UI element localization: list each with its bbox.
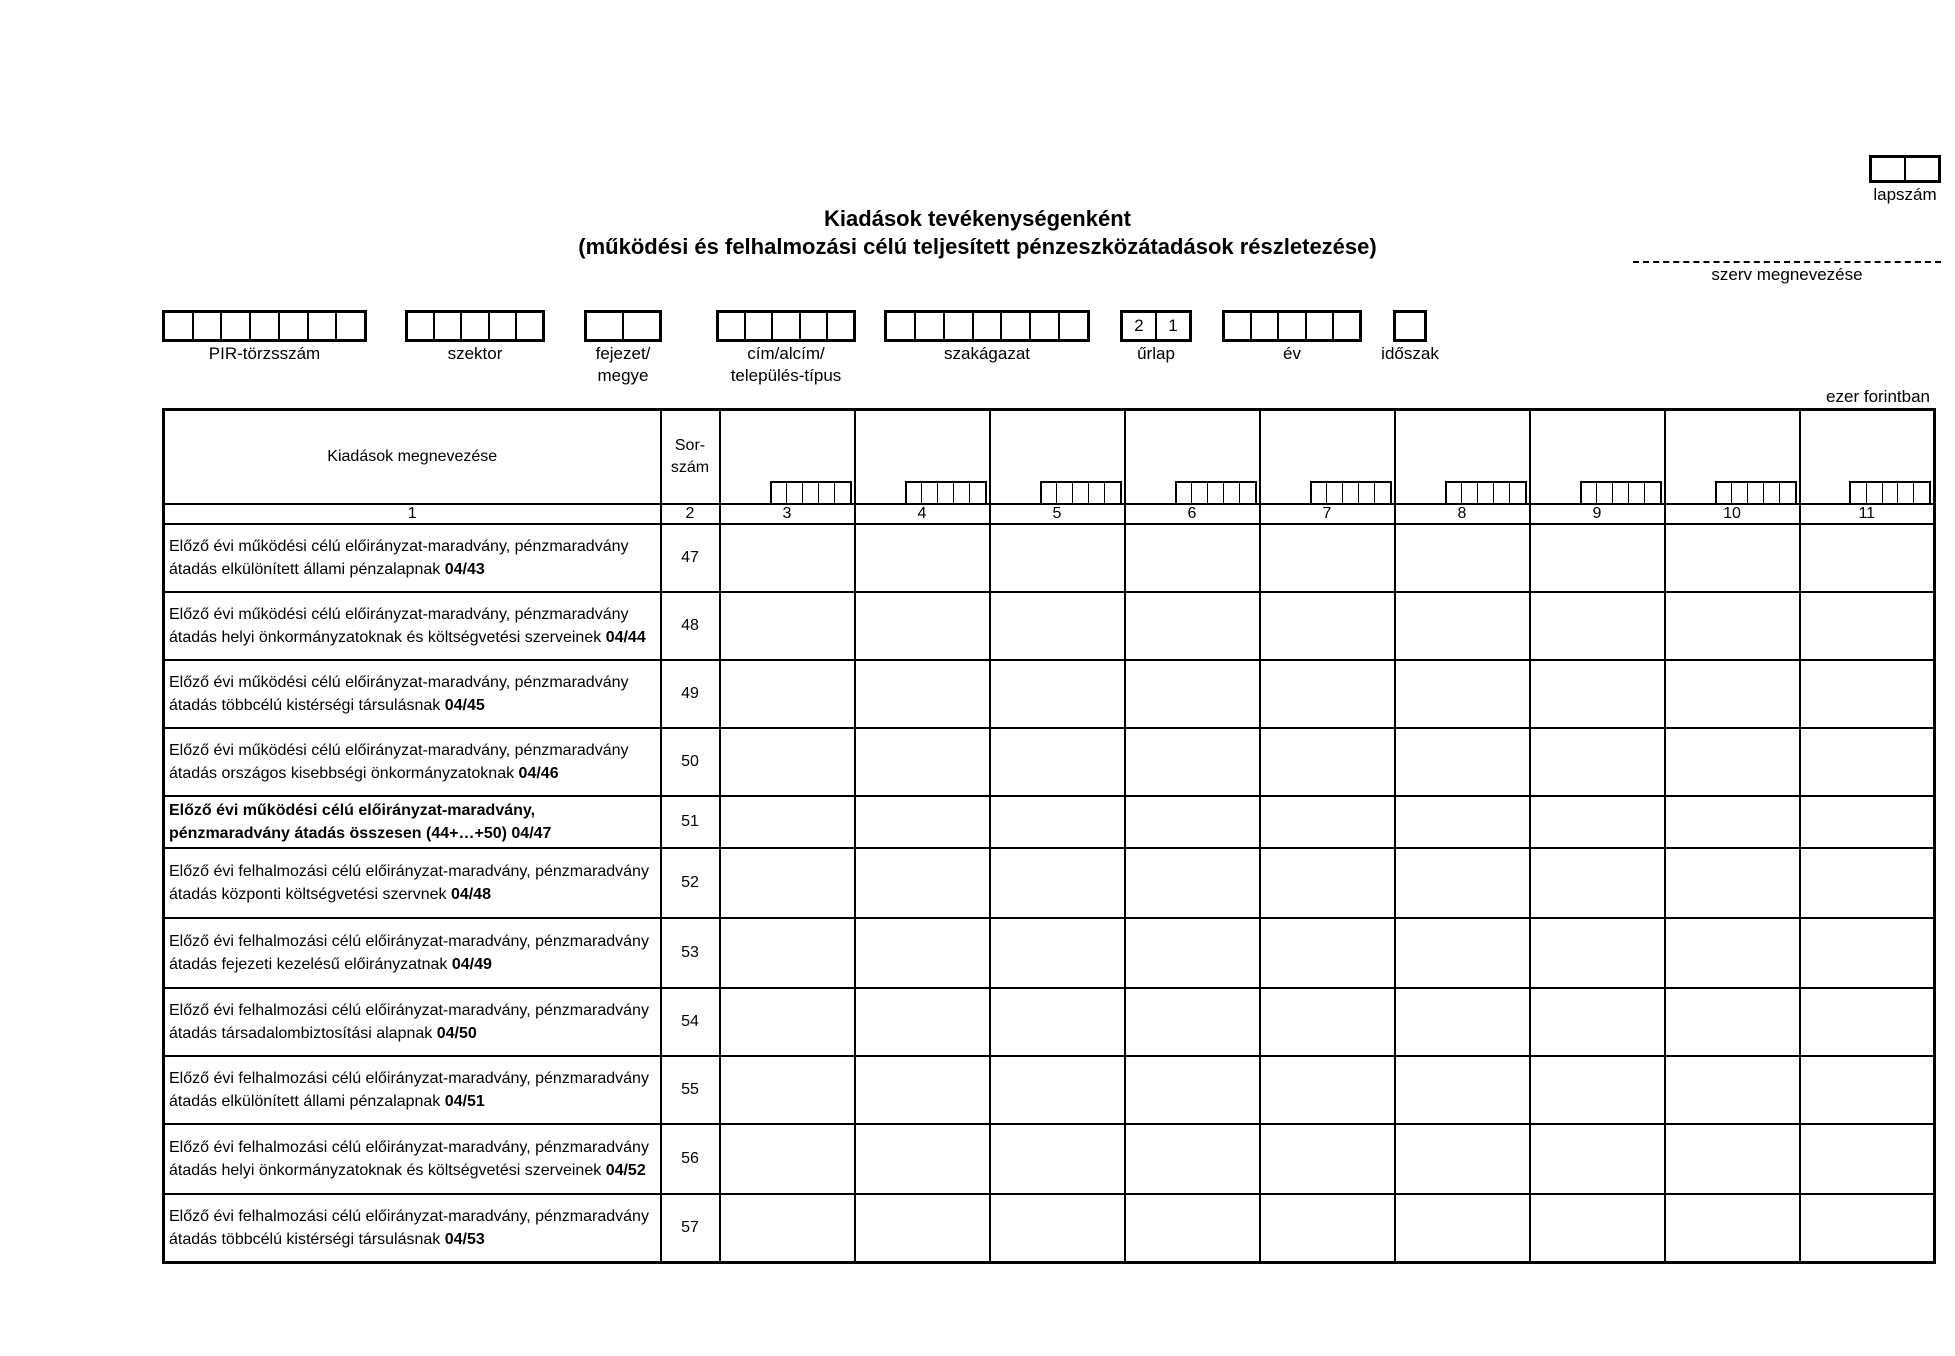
value-cell[interactable] xyxy=(1800,848,1935,918)
code-field-label: PIR-törzsszám xyxy=(208,344,321,363)
value-cell[interactable] xyxy=(1800,728,1935,796)
value-cell[interactable] xyxy=(990,918,1125,988)
code-digit-cell[interactable] xyxy=(1000,313,1029,339)
column-code-cell[interactable] xyxy=(1088,483,1104,503)
code-digit-cell[interactable] xyxy=(744,313,771,339)
row-code: 04/47 xyxy=(511,825,552,842)
code-field-boxes[interactable] xyxy=(405,310,545,342)
code-digit-cell[interactable]: 1 xyxy=(1155,313,1189,339)
value-cell[interactable] xyxy=(1665,918,1800,988)
table-row xyxy=(164,796,1935,848)
column-code-cell[interactable] xyxy=(834,483,850,503)
value-cell[interactable] xyxy=(720,918,855,988)
value-cell[interactable] xyxy=(1260,848,1395,918)
row-sorszam: 55 xyxy=(661,1056,720,1124)
unit-note: ezer forintban xyxy=(1826,387,1930,406)
column-code-cell[interactable] xyxy=(1913,483,1929,503)
row-sorszam: 51 xyxy=(661,796,720,848)
column-code-cell[interactable] xyxy=(1509,483,1525,503)
column-code-cell[interactable] xyxy=(1882,483,1898,503)
value-cell[interactable] xyxy=(1260,592,1395,660)
table-row xyxy=(164,988,1935,1056)
code-field-boxes[interactable] xyxy=(1120,310,1192,342)
value-cell[interactable] xyxy=(990,988,1125,1056)
value-cell[interactable] xyxy=(855,1056,990,1124)
column-code-boxes[interactable] xyxy=(905,481,987,503)
data-column-header xyxy=(720,410,855,505)
column-number: 8 xyxy=(1395,504,1530,524)
row-sorszam: 57 xyxy=(661,1194,720,1262)
column-code-boxes[interactable] xyxy=(770,481,852,503)
column-code-cell[interactable] xyxy=(1747,483,1763,503)
value-cell[interactable] xyxy=(1665,524,1800,592)
row-code: 04/44 xyxy=(605,629,646,646)
value-cell[interactable] xyxy=(1125,1194,1260,1262)
column-code-cell[interactable] xyxy=(907,483,922,503)
value-cell[interactable] xyxy=(990,592,1125,660)
code-digit-cell[interactable] xyxy=(1058,313,1087,339)
value-cell[interactable] xyxy=(1665,728,1800,796)
value-cell[interactable] xyxy=(1260,796,1395,848)
column-number: 11 xyxy=(1800,504,1935,524)
value-cell[interactable] xyxy=(855,918,990,988)
value-cell[interactable] xyxy=(1260,728,1395,796)
column-code-cell[interactable] xyxy=(1207,483,1223,503)
code-digit-cell[interactable] xyxy=(587,313,622,339)
code-field-boxes[interactable] xyxy=(162,310,367,342)
column-code-cell[interactable] xyxy=(1447,483,1462,503)
code-digit-cell[interactable] xyxy=(1029,313,1058,339)
value-cell[interactable] xyxy=(1800,1194,1935,1262)
value-cell[interactable] xyxy=(990,1124,1125,1194)
column-code-boxes[interactable] xyxy=(1175,481,1257,503)
row-code: 04/49 xyxy=(451,956,492,973)
value-cell[interactable] xyxy=(990,728,1125,796)
row-code: 04/48 xyxy=(450,886,491,903)
table-row xyxy=(164,728,1935,796)
column-code-boxes[interactable] xyxy=(1445,481,1527,503)
value-cell[interactable] xyxy=(1665,592,1800,660)
lapszam-cell[interactable] xyxy=(1872,158,1904,180)
value-cell[interactable] xyxy=(1125,1124,1260,1194)
column-code-cell[interactable] xyxy=(1612,483,1628,503)
column-code-cell[interactable] xyxy=(786,483,802,503)
row-sorszam: 50 xyxy=(661,728,720,796)
value-cell[interactable] xyxy=(1125,848,1260,918)
row-sorszam: 52 xyxy=(661,848,720,918)
value-cell[interactable] xyxy=(1395,1124,1530,1194)
code-field-label: év xyxy=(1283,344,1301,363)
code-field-label: szektor xyxy=(447,344,503,363)
value-cell[interactable] xyxy=(1800,988,1935,1056)
row-description-text: Előző évi felhalmozási célú előirányzat-maradvány, pénzmaradvány átadás helyi önkormányzatoknak és költségvetési szerveinek xyxy=(169,1139,649,1179)
value-cell[interactable] xyxy=(1665,796,1800,848)
column-code-boxes[interactable] xyxy=(1849,481,1931,503)
value-cell[interactable] xyxy=(990,848,1125,918)
value-cell[interactable] xyxy=(720,848,855,918)
value-cell[interactable] xyxy=(1125,796,1260,848)
table-row xyxy=(164,918,1935,988)
column-code-cell[interactable] xyxy=(1779,483,1795,503)
data-column-header xyxy=(1260,410,1395,505)
value-cell[interactable] xyxy=(1530,728,1665,796)
value-cell[interactable] xyxy=(1530,988,1665,1056)
code-digit-cell[interactable] xyxy=(914,313,943,339)
value-cell[interactable] xyxy=(1260,1194,1395,1262)
lapszam-label: lapszám xyxy=(1873,185,1937,204)
value-cell[interactable] xyxy=(855,988,990,1056)
value-cell[interactable] xyxy=(1260,988,1395,1056)
column-code-cell[interactable] xyxy=(1056,483,1072,503)
column-number: 4 xyxy=(855,504,990,524)
sorszam-column-header: Sor- szám xyxy=(661,410,720,505)
row-description xyxy=(164,848,661,918)
value-cell[interactable] xyxy=(990,1056,1125,1124)
code-field-label: űrlap xyxy=(1137,344,1175,363)
row-description-text: Előző évi felhalmozási célú előirányzat-maradvány, pénzmaradvány átadás központi költségvetési szervnek xyxy=(169,863,649,903)
value-cell[interactable] xyxy=(1800,918,1935,988)
value-cell[interactable] xyxy=(1665,1056,1800,1124)
table-row xyxy=(164,592,1935,660)
row-code: 04/43 xyxy=(444,561,485,578)
column-code-cell[interactable] xyxy=(1374,483,1390,503)
column-number: 10 xyxy=(1665,504,1800,524)
value-cell[interactable] xyxy=(1260,660,1395,728)
row-description xyxy=(164,1056,661,1124)
code-field-boxes[interactable] xyxy=(884,310,1090,342)
value-cell[interactable] xyxy=(720,592,855,660)
code-digit-cell[interactable]: 2 xyxy=(1134,316,1144,335)
code-digit-cell[interactable] xyxy=(1277,313,1304,339)
column-code-cell[interactable] xyxy=(1177,483,1192,503)
data-column-header xyxy=(1395,410,1530,505)
table-row xyxy=(164,1194,1935,1262)
value-cell[interactable] xyxy=(855,660,990,728)
value-cell[interactable] xyxy=(1260,1056,1395,1124)
value-cell[interactable] xyxy=(990,524,1125,592)
table-row xyxy=(164,1124,1935,1194)
lapszam-cell[interactable] xyxy=(1904,158,1938,180)
value-cell[interactable] xyxy=(855,524,990,592)
column-number: 2 xyxy=(661,504,720,524)
value-cell[interactable] xyxy=(720,524,855,592)
column-code-cell[interactable] xyxy=(772,483,787,503)
code-digit-cell[interactable] xyxy=(278,313,307,339)
name-column-header: Kiadások megnevezése xyxy=(164,410,661,505)
column-code-cell[interactable] xyxy=(1358,483,1374,503)
value-cell[interactable] xyxy=(1800,592,1935,660)
value-cell[interactable] xyxy=(990,1194,1125,1262)
value-cell[interactable] xyxy=(1395,592,1530,660)
data-column-header xyxy=(1800,410,1935,505)
value-cell[interactable] xyxy=(1530,1124,1665,1194)
code-field-label: szakágazat xyxy=(944,344,1030,363)
column-number: 3 xyxy=(720,504,855,524)
row-code: 04/53 xyxy=(444,1230,485,1248)
row-description-text: Előző évi működési célú előirányzat-maradvány, pénzmaradvány átadás országos kisebbségi önkormányzatoknak xyxy=(169,742,629,782)
value-cell[interactable] xyxy=(855,1194,990,1262)
column-code-cell[interactable] xyxy=(1897,483,1913,503)
value-cell[interactable] xyxy=(1395,1194,1530,1262)
column-code-cell[interactable] xyxy=(1596,483,1612,503)
value-cell[interactable] xyxy=(1530,796,1665,848)
code-digit-cell[interactable] xyxy=(943,313,972,339)
page-subtitle: (működési és felhalmozási célú teljesített pénzeszközátadások részletezése) xyxy=(578,234,1377,259)
row-description-text: Előző évi felhalmozási célú előirányzat-maradvány, pénzmaradvány átadás elkülönített állami pénzalapnak xyxy=(169,1070,649,1110)
code-digit-cell[interactable] xyxy=(771,313,798,339)
row-description-text: Előző évi felhalmozási célú előirányzat-maradvány, pénzmaradvány átadás többcélú kistérségi társulásnak xyxy=(169,1207,649,1248)
row-description-text: Előző évi működési célú előirányzat-maradvány, pénzmaradvány átadás többcélú kistérségi társulásnak xyxy=(169,674,629,714)
value-cell[interactable] xyxy=(1530,1194,1665,1262)
code-digit-cell[interactable] xyxy=(799,313,826,339)
value-cell[interactable] xyxy=(855,1124,990,1194)
value-cell[interactable] xyxy=(720,1056,855,1124)
code-digit-cell[interactable] xyxy=(887,313,914,339)
value-cell[interactable] xyxy=(990,660,1125,728)
szerv-label: szerv megnevezése xyxy=(1711,265,1863,284)
column-code-cell[interactable] xyxy=(1644,483,1660,503)
table-row xyxy=(164,660,1935,728)
value-cell[interactable] xyxy=(1125,918,1260,988)
column-code-cell[interactable] xyxy=(818,483,834,503)
row-sorszam: 54 xyxy=(661,988,720,1056)
row-description xyxy=(164,592,661,660)
column-code-cell[interactable] xyxy=(1042,483,1057,503)
code-digit-cell[interactable] xyxy=(972,313,1001,339)
code-digit-cell[interactable] xyxy=(488,313,515,339)
value-cell[interactable] xyxy=(1125,592,1260,660)
column-code-cell[interactable] xyxy=(1326,483,1342,503)
value-cell[interactable] xyxy=(1125,728,1260,796)
value-cell[interactable] xyxy=(720,1124,855,1194)
value-cell[interactable] xyxy=(1395,848,1530,918)
table-row xyxy=(164,524,1935,592)
value-cell[interactable] xyxy=(1530,1056,1665,1124)
column-code-cell[interactable] xyxy=(1477,483,1493,503)
column-code-boxes[interactable] xyxy=(1580,481,1662,503)
code-digit-cell[interactable] xyxy=(826,313,853,339)
value-cell[interactable] xyxy=(1395,728,1530,796)
row-sorszam: 56 xyxy=(661,1124,720,1194)
column-code-cell[interactable] xyxy=(969,483,985,503)
code-field-label: időszak xyxy=(1381,344,1439,363)
code-field-boxes[interactable] xyxy=(1393,310,1427,342)
value-cell[interactable] xyxy=(1260,1124,1395,1194)
value-cell[interactable] xyxy=(1800,1124,1935,1194)
value-cell[interactable] xyxy=(1530,524,1665,592)
value-cell[interactable] xyxy=(855,796,990,848)
column-number-row xyxy=(164,504,1935,524)
data-column-header xyxy=(855,410,990,505)
value-cell[interactable] xyxy=(1800,660,1935,728)
row-description-text: Előző évi működési célú előirányzat-maradvány, pénzmaradvány átadás összesen (44+…+50) xyxy=(169,802,536,842)
column-code-cell[interactable] xyxy=(1312,483,1327,503)
row-description xyxy=(164,988,661,1056)
code-digit-cell[interactable] xyxy=(307,313,336,339)
column-code-cell[interactable] xyxy=(1628,483,1644,503)
value-cell[interactable] xyxy=(1530,918,1665,988)
column-code-cell[interactable] xyxy=(1072,483,1088,503)
table-row xyxy=(164,848,1935,918)
data-column-header xyxy=(1665,410,1800,505)
column-code-boxes[interactable] xyxy=(1310,481,1392,503)
row-description-text: Előző évi működési célú előirányzat-maradvány, pénzmaradvány átadás helyi önkormányzatoknak és költségvetési szerveinek xyxy=(169,606,629,646)
row-description xyxy=(164,1194,661,1262)
value-cell[interactable] xyxy=(855,728,990,796)
value-cell[interactable] xyxy=(1395,796,1530,848)
data-column-header xyxy=(1125,410,1260,505)
column-number: 7 xyxy=(1260,504,1395,524)
code-digit-cell[interactable] xyxy=(220,313,249,339)
code-digit-cell[interactable] xyxy=(433,313,460,339)
column-code-cell[interactable] xyxy=(802,483,818,503)
value-cell[interactable] xyxy=(1395,524,1530,592)
column-code-cell[interactable] xyxy=(937,483,953,503)
value-cell[interactable] xyxy=(1665,1194,1800,1262)
value-cell[interactable] xyxy=(1530,592,1665,660)
row-sorszam: 48 xyxy=(661,592,720,660)
value-cell[interactable] xyxy=(1125,1056,1260,1124)
row-sorszam: 49 xyxy=(661,660,720,728)
code-digit-cell[interactable] xyxy=(192,313,221,339)
column-code-boxes[interactable] xyxy=(1715,481,1797,503)
code-field-boxes[interactable] xyxy=(1222,310,1362,342)
column-number: 5 xyxy=(990,504,1125,524)
data-column-header xyxy=(1530,410,1665,505)
row-code: 04/46 xyxy=(518,765,559,782)
table-header-row xyxy=(164,410,1935,505)
table-row xyxy=(164,1056,1935,1124)
code-digit-cell[interactable] xyxy=(460,313,487,339)
row-sorszam: 53 xyxy=(661,918,720,988)
value-cell[interactable] xyxy=(1800,796,1935,848)
code-digit-cell[interactable] xyxy=(1225,313,1250,339)
column-code-cell[interactable] xyxy=(1239,483,1255,503)
row-code: 04/50 xyxy=(436,1025,477,1042)
column-code-cell[interactable] xyxy=(1763,483,1779,503)
column-code-cell[interactable] xyxy=(1223,483,1239,503)
column-code-cell[interactable] xyxy=(1866,483,1882,503)
code-digit-cell[interactable] xyxy=(249,313,278,339)
value-cell[interactable] xyxy=(1530,848,1665,918)
code-digit-cell[interactable] xyxy=(622,313,659,339)
row-description xyxy=(164,728,661,796)
value-cell[interactable] xyxy=(1125,988,1260,1056)
row-description-text: Előző évi felhalmozási célú előirányzat-maradvány, pénzmaradvány átadás fejezeti kezelésű előirányzatnak xyxy=(169,933,649,973)
row-description xyxy=(164,660,661,728)
value-cell[interactable] xyxy=(720,1194,855,1262)
value-cell[interactable] xyxy=(1395,988,1530,1056)
value-cell[interactable] xyxy=(1125,660,1260,728)
value-cell[interactable] xyxy=(720,796,855,848)
column-code-cell[interactable] xyxy=(1582,483,1597,503)
value-cell[interactable] xyxy=(1665,988,1800,1056)
code-digit-cell[interactable] xyxy=(719,313,744,339)
row-code: 04/51 xyxy=(444,1093,485,1110)
value-cell[interactable] xyxy=(720,660,855,728)
row-sorszam: 47 xyxy=(661,524,720,592)
szerv-line[interactable] xyxy=(1633,261,1941,263)
column-code-cell[interactable] xyxy=(1717,483,1732,503)
column-number: 1 xyxy=(164,504,661,524)
page-title: Kiadások tevékenységenként xyxy=(824,206,1131,231)
value-cell[interactable] xyxy=(1395,918,1530,988)
code-field-boxes[interactable] xyxy=(584,310,662,342)
value-cell[interactable] xyxy=(1665,660,1800,728)
column-code-cell[interactable] xyxy=(1191,483,1207,503)
column-number: 9 xyxy=(1530,504,1665,524)
value-cell[interactable] xyxy=(1800,1056,1935,1124)
value-cell[interactable] xyxy=(1665,848,1800,918)
row-code: 04/52 xyxy=(605,1162,646,1179)
row-description-text: Előző évi működési célú előirányzat-maradvány, pénzmaradvány átadás elkülönített állami pénzalapnak xyxy=(169,538,629,578)
column-number: 6 xyxy=(1125,504,1260,524)
value-cell[interactable] xyxy=(1395,660,1530,728)
column-code-cell[interactable] xyxy=(1342,483,1358,503)
value-cell[interactable] xyxy=(1665,1124,1800,1194)
data-column-header xyxy=(990,410,1125,505)
lapszam-box[interactable] xyxy=(1869,155,1941,183)
code-digit-cell[interactable] xyxy=(335,313,364,339)
code-digit-cell[interactable] xyxy=(1250,313,1277,339)
code-field-label: fejezet/ megye xyxy=(595,344,651,385)
code-digit-cell[interactable] xyxy=(515,313,542,339)
code-digit-cell[interactable] xyxy=(1396,313,1424,339)
value-cell[interactable] xyxy=(990,796,1125,848)
value-cell[interactable] xyxy=(720,988,855,1056)
row-description xyxy=(164,1124,661,1194)
column-code-cell[interactable] xyxy=(1851,483,1866,503)
value-cell[interactable] xyxy=(1260,524,1395,592)
value-cell[interactable] xyxy=(1395,1056,1530,1124)
code-digit-cell[interactable] xyxy=(165,313,192,339)
expenses-table xyxy=(162,408,1936,1264)
column-code-cell[interactable] xyxy=(921,483,937,503)
value-cell[interactable] xyxy=(1530,660,1665,728)
column-code-cell[interactable] xyxy=(1104,483,1120,503)
row-description xyxy=(164,524,661,592)
column-code-cell[interactable] xyxy=(1731,483,1747,503)
column-code-cell[interactable] xyxy=(1493,483,1509,503)
code-digit-cell[interactable] xyxy=(1305,313,1332,339)
code-digit-cell[interactable] xyxy=(1332,313,1359,339)
row-code: 04/45 xyxy=(444,697,485,714)
code-digit-cell[interactable] xyxy=(408,313,433,339)
column-code-boxes[interactable] xyxy=(1040,481,1122,503)
value-cell[interactable] xyxy=(1125,524,1260,592)
code-field-label: cím/alcím/ település-típus xyxy=(730,344,842,385)
value-cell[interactable] xyxy=(1800,524,1935,592)
value-cell[interactable] xyxy=(855,592,990,660)
value-cell[interactable] xyxy=(1260,918,1395,988)
value-cell[interactable] xyxy=(855,848,990,918)
column-code-cell[interactable] xyxy=(953,483,969,503)
row-description-text: Előző évi felhalmozási célú előirányzat-maradvány, pénzmaradvány átadás társadalombiztosítási alapnak xyxy=(169,1002,649,1042)
row-description xyxy=(164,796,661,848)
column-code-cell[interactable] xyxy=(1461,483,1477,503)
row-description xyxy=(164,918,661,988)
code-field-boxes[interactable] xyxy=(716,310,856,342)
value-cell[interactable] xyxy=(720,728,855,796)
